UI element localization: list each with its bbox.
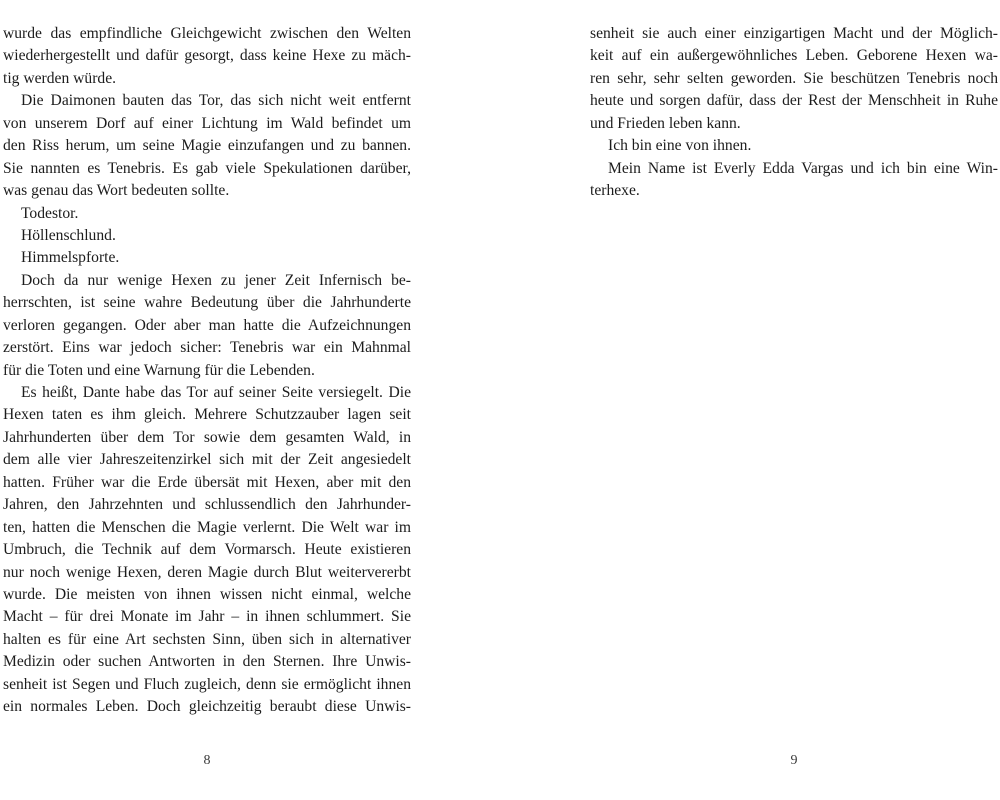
- text-line: Medizin oder suchen Antworten in den Sternen. Ihre Unwis-: [3, 653, 411, 671]
- text-line: von unserem Dorf auf einer Lichtung im Wald befindet um: [3, 114, 411, 132]
- text-line: ten, hatten die Menschen die Magie verlernt. Die Welt war im: [3, 518, 411, 536]
- left-page-number: 8: [203, 753, 211, 768]
- text-line: Macht – für drei Monate im Jahr – in ihnen schlummert. Sie: [3, 608, 411, 626]
- text-line: Doch da nur wenige Hexen zu jener Zeit Infernisch be-: [21, 271, 411, 289]
- text-line: ein normales Leben. Doch gleichzeitig beraubt diese Unwis-: [3, 698, 411, 716]
- text-line: nur noch wenige Hexen, deren Magie durch Blut weitervererbt: [3, 563, 411, 581]
- text-line: Es heißt, Dante habe das Tor auf seiner Seite versiegelt. Die: [21, 384, 411, 401]
- text-line: senheit sie auch einer einzigartigen Macht und der Möglich-: [590, 25, 998, 42]
- left-page-text: [3, 23, 411, 719]
- text-line: Jahrhunderten über dem Tor sowie dem gesamten Wald, in: [3, 428, 411, 446]
- text-line: Todestor.: [21, 204, 79, 222]
- text-line: für die Toten und eine Warnung für die Lebenden.: [3, 361, 315, 379]
- text-line: senheit ist Segen und Fluch zugleich, denn sie ermöglicht ihnen: [3, 675, 411, 693]
- text-line: Sie nannten es Tenebris. Es gab viele Spekulationen darüber,: [3, 159, 411, 177]
- text-line: herrschten, ist seine wahre Bedeutung über die Jahrhunderte: [3, 294, 411, 312]
- right-page: [500, 0, 1000, 800]
- text-line: heute und sorgen dafür, dass der Rest der Menschheit in Ruhe: [590, 92, 998, 110]
- text-line: tig werden würde.: [3, 69, 117, 87]
- text-line: Umbruch, die Technik auf dem Vormarsch. Heute existieren: [3, 541, 411, 559]
- text-line: keit auf ein außergewöhnliches Leben. Geborene Hexen wa-: [590, 47, 998, 65]
- text-line: wurde. Die meisten von ihnen wissen nicht einmal, welche: [3, 585, 411, 603]
- text-line: halten es für eine Art sechsten Sinn, üben sich in alternativer: [3, 630, 411, 648]
- text-line: den Riss herum, um seine Magie einzufangen und zu bannen.: [3, 137, 411, 155]
- text-line: was genau das Wort bedeuten sollte.: [3, 182, 230, 200]
- text-line: Hexen taten es ihm gleich. Mehrere Schutzzauber lagen seit: [3, 406, 411, 424]
- text-line: zerstört. Eins war jedoch sicher: Tenebris war ein Mahnmal: [3, 339, 411, 357]
- text-line: wurde das empfindliche Gleichgewicht zwischen den Welten: [3, 25, 411, 42]
- text-line: terhexe.: [590, 182, 640, 200]
- text-line: Höllenschlund.: [21, 226, 116, 244]
- text-line: und Frieden leben kann.: [590, 114, 741, 132]
- text-line: Jahren, den Jahrzehnten und schlussendlich den Jahrhunder-: [3, 496, 411, 514]
- text-line: verloren gegangen. Oder aber man hatte die Aufzeichnungen: [3, 316, 411, 334]
- text-line: hatten. Früher war die Erde übersät mit Hexen, aber mit den: [3, 473, 411, 491]
- text-line: ren sehr, sehr selten geworden. Sie beschützen Tenebris noch: [590, 69, 998, 87]
- text-line: Ich bin eine von ihnen.: [608, 137, 752, 155]
- text-line: Himmelspforte.: [21, 249, 120, 267]
- text-line: wiederhergestellt und dafür gesorgt, dass keine Hexe zu mäch-: [3, 47, 411, 65]
- text-line: Die Daimonen bauten das Tor, das sich nicht weit entfernt: [21, 92, 411, 110]
- text-line: dem alle vier Jahreszeitenzirkel sich mit der Zeit angesiedelt: [3, 451, 411, 469]
- right-page-text: [590, 23, 998, 203]
- text-line: Mein Name ist Everly Edda Vargas und ich bin eine Win-: [608, 159, 998, 177]
- right-page-number: 9: [790, 753, 798, 768]
